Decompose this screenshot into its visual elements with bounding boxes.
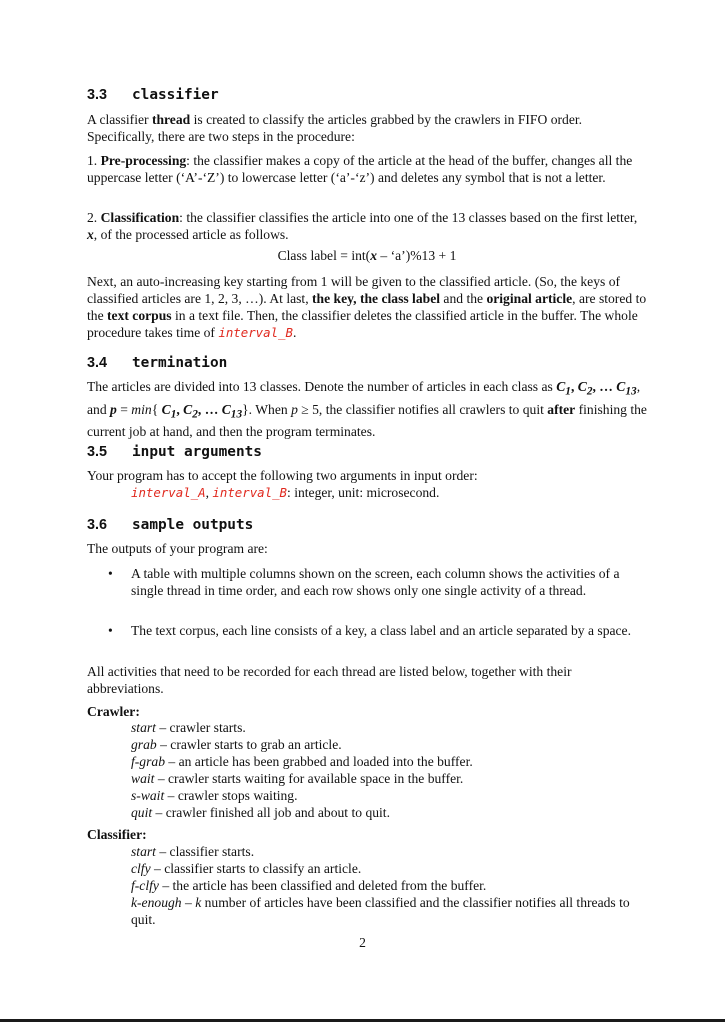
text: The articles are divided into 13 classes. Denote the number of articles in each class as (87, 379, 557, 394)
math-variable: C (616, 379, 626, 394)
page-bottom-border (0, 1019, 725, 1022)
activity-abbr: start (131, 844, 156, 859)
text: = (116, 401, 132, 417)
math-function: min (131, 401, 152, 417)
activity-desc: – classifier starts. (155, 844, 255, 859)
text: , … (197, 401, 222, 417)
activity-abbr: grab (131, 737, 157, 752)
code-variable: interval_A (131, 485, 206, 500)
activity-abbr: s-wait (131, 788, 165, 803)
activity-abbr: k-enough (131, 895, 182, 910)
paragraph (87, 111, 647, 145)
activity-desc: – classifier starts to classify an article. (150, 861, 362, 876)
paragraph (87, 209, 647, 243)
text: 2. (87, 210, 101, 225)
text: , and (87, 379, 641, 417)
bullet-text: The text corpus, each line consists of a key, a class label and an article separated by a space. (131, 623, 631, 638)
text: Classifier (87, 827, 143, 842)
text: , of the processed article as follows. (93, 227, 289, 242)
subscript: 13 (230, 408, 243, 421)
activity-desc: – crawler finished all job and about to quit. (152, 805, 390, 820)
section-heading-3-5 (87, 443, 262, 461)
text: , (176, 401, 184, 417)
list-item (131, 804, 647, 821)
paragraph (87, 378, 647, 440)
activity-desc: – crawler starts to grab an article. (156, 737, 342, 752)
text: , … (592, 379, 617, 394)
text: { (151, 401, 162, 417)
math-variable: p (291, 401, 298, 417)
bold-text: original article (486, 291, 573, 306)
bold-text: after (547, 401, 576, 417)
math-variable: C (556, 379, 566, 394)
text: : (135, 704, 140, 719)
activity-desc: – (181, 895, 196, 910)
math-variable: p (110, 401, 117, 417)
activity-desc: – an article has been grabbed and loaded into the buffer. (164, 754, 473, 769)
bold-text: thread (151, 112, 191, 127)
list-item (131, 770, 647, 787)
activity-abbr: wait (131, 771, 155, 786)
classifier-label (87, 826, 647, 843)
section-heading-3-6 (87, 516, 253, 534)
subscript: 2 (192, 408, 198, 421)
text: , are stored to the (87, 291, 647, 323)
bold-text: Pre-processing (100, 153, 187, 168)
text: – ‘a’)%13 + 1 (377, 248, 457, 263)
text: . (292, 325, 297, 340)
section-heading-3-4 (87, 354, 227, 372)
section-number: 3.6 (87, 517, 108, 533)
bold-text: Classification (100, 210, 180, 225)
section-title: input arguments (132, 444, 262, 460)
text: , (570, 379, 578, 394)
activity-abbr: start (131, 720, 156, 735)
subscript: 1 (170, 408, 177, 421)
paragraph: The outputs of your program are: (87, 541, 268, 556)
bold-text: the key, the class label (312, 291, 441, 306)
page-number: 2 (359, 935, 366, 950)
activity-abbr: f-grab (131, 754, 165, 769)
section-number: 3.5 (87, 444, 108, 460)
section-title: sample outputs (132, 517, 254, 533)
crawler-activity-list (131, 719, 647, 821)
math-variable: C (161, 401, 171, 417)
text: A classifier (87, 112, 152, 127)
bullet-icon: • (108, 623, 113, 638)
activity-abbr: f-clfy (131, 878, 159, 893)
math-variable: k (195, 895, 202, 910)
section-heading-3-3 (87, 86, 219, 104)
classifier-activity-list (131, 843, 647, 928)
section-title: classifier (132, 87, 219, 103)
list-item (131, 843, 647, 860)
list-item (131, 719, 647, 736)
math-variable: C (577, 379, 587, 394)
text: ≥ 5, the classifier notifies all crawlers to quit (297, 401, 548, 417)
argument-list (131, 484, 647, 501)
section-number: 3.4 (87, 355, 108, 371)
activity-desc: – the article has been classified and deleted from the buffer. (158, 878, 487, 893)
paragraph (87, 273, 647, 341)
list-item (131, 753, 647, 770)
list-item (131, 894, 647, 928)
text: is created to classify the articles grabbed by the crawlers in FIFO order. Specifically, there are two steps in the procedure: (87, 112, 583, 144)
math-variable: C (221, 401, 231, 417)
subscript: 1 (565, 385, 571, 398)
formula (87, 247, 647, 264)
section-number: 3.3 (87, 87, 108, 103)
text: }. When (242, 401, 292, 417)
paragraph: Your program has to accept the following two arguments in input order: (87, 468, 478, 483)
section-title: termination (132, 355, 228, 371)
bullet-text: A table with multiple columns shown on the screen, each column shows the activities of a single thread in time order, and each row shows only one single activity of a thread. (131, 566, 620, 598)
activity-desc: – crawler starts waiting for available space in the buffer. (154, 771, 464, 786)
text: : the classifier classifies the article into one of the 13 classes based on the first letter, (179, 210, 638, 225)
text: : (142, 827, 147, 842)
code-variable: interval_B (212, 485, 288, 500)
list-item (131, 877, 647, 894)
list-item (131, 860, 647, 877)
text: , (205, 485, 213, 500)
bullet-icon: • (108, 566, 113, 581)
paragraph (87, 152, 647, 186)
crawler-label (87, 703, 647, 720)
math-variable: x (370, 248, 378, 263)
math-variable: C (183, 401, 193, 417)
activity-desc: – crawler stops waiting. (164, 788, 298, 803)
text: Crawler (87, 704, 136, 719)
text: in a text file. Then, the classifier deletes the classified article in the buffer. The whole procedure takes time of (87, 308, 638, 340)
math-variable: x (87, 227, 94, 242)
list-item (131, 736, 647, 753)
text: : integer, unit: microsecond. (287, 485, 440, 500)
list-item (131, 787, 647, 804)
code-variable: interval_B (218, 325, 293, 340)
subscript: 2 (586, 385, 593, 398)
text: finishing the current job at hand, and then the program terminates. (87, 401, 647, 440)
activity-abbr: clfy (131, 861, 151, 876)
activity-desc: – crawler starts. (155, 720, 246, 735)
text: Class label = int( (277, 248, 371, 263)
bold-text: text corpus (107, 308, 172, 323)
text: 1. (87, 153, 101, 168)
text: and the (440, 291, 487, 306)
text: Next, an auto-increasing key starting from 1 will be given to the classified article. (So, the keys of classified articles are 1, 2, 3, …). At last, (87, 274, 621, 306)
paragraph: All activities that need to be recorded for each thread are listed below, together with their abbreviations. (87, 664, 572, 696)
activity-desc: number of articles have been classified and the classifier notifies all threads to quit. (131, 895, 630, 927)
text: : the classifier makes a copy of the article at the head of the buffer, changes all the uppercase letter (‘A’-‘Z’) to lowercase letter (‘a’-‘z’) and deletes any symbol that is not a letter. (87, 153, 633, 185)
subscript: 13 (625, 385, 637, 398)
activity-abbr: quit (131, 805, 153, 820)
